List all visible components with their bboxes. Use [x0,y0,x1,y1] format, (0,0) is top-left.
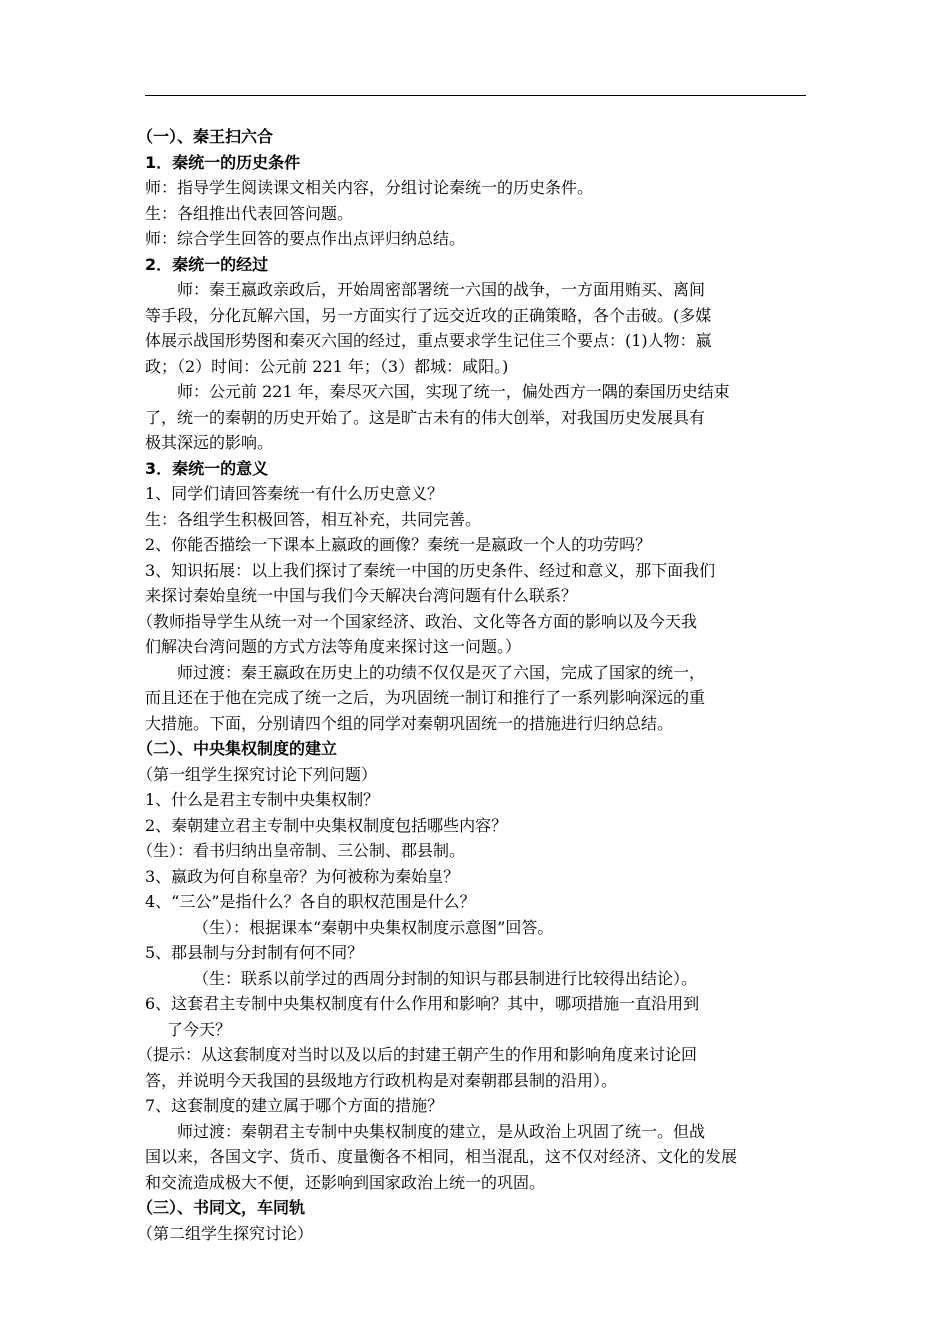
document-body [137,124,806,1246]
text-line: 体展示战国形势图和秦灭六国的经过，重点要求学生记住三个要点：(1)人物：嬴 [145,331,712,350]
text-line: 师：指导学生阅读课文相关内容，分组讨论秦统一的历史条件。 [145,178,594,197]
text-line: 们解决台湾问题的方式方法等角度来探讨这一问题。） [145,637,522,656]
text-line: 和交流造成极大不便，还影响到国家政治上统一的巩固。 [145,1172,546,1192]
text-line: （教师指导学生从统一对一个国家经济、政治、文化等各方面的影响以及今天我 [137,611,698,631]
text-line: 师过渡：秦朝君主专制中央集权制度的建立，是从政治上巩固了统一。但战 [177,1121,706,1141]
text-line: （生：联系以前学过的西周分封制的知识与郡县制进行比较得出结论）。 [193,968,698,988]
text-line: 5、郡县制与分封制有何不同？ [145,943,364,962]
text-line: 了今天？ [167,1019,232,1039]
text-line: 2、秦朝建立君主专制中央集权制度包括哪些内容？ [145,815,508,835]
text-line: 4、“三公”是指什么？各自的职权范围是什么？ [145,892,476,911]
text-line: 大措施。下面，分别请四个组的同学对秦朝巩固统一的措施进行归纳总结。 [145,713,674,733]
text-line: 1、什么是君主专制中央集权制？ [145,790,380,809]
text-line: （生）：根据课本“秦朝中央集权制度示意图”回答。 [193,917,554,937]
text-line: 师：综合学生回答的要点作出点评归纳总结。 [145,229,466,248]
text-line: 师：公元前 221 年，秦尽灭六国，实现了统一，偏处西方一隅的秦国历史结束 [177,382,730,401]
text-line: （提示：从这套制度对当时以及以后的封建王朝产生的作用和影响角度来讨论回 [137,1045,698,1064]
text-line: 而且还在于他在完成了统一之后，为巩固统一制订和推行了一系列影响深远的重 [145,688,706,707]
text-line: 了，统一的秦朝的历史开始了。这是旷古未有的伟大创举，对我国历史发展具有 [145,407,706,427]
text-line: （第二组学生探究讨论） [137,1223,314,1243]
text-line: 政；（2）时间：公元前 221 年；（3）都城：咸阳。) [145,356,509,376]
section-heading: （三）、书同文，车同轨 [137,1198,306,1217]
text-line: 国以来，各国文字、货币、度量衡各不相同，相当混乱，这不仅对经济、文化的发展 [145,1147,738,1166]
section-heading: 2．秦统一的经过 [145,254,269,274]
text-line: 来探讨秦始皇统一中国与我们今天解决台湾问题有什么联系？ [145,586,578,605]
text-line: 极其深远的影响。 [145,433,274,452]
text-line: 师过渡：秦王嬴政在历史上的功绩不仅仅是灭了六国，完成了国家的统一， [177,662,706,682]
text-line: 1、同学们请回答秦统一有什么历史意义？ [145,484,444,503]
text-line: 6、这套君主专制中央集权制度有什么作用和影响？其中，哪项措施一直沿用到 [145,994,700,1013]
text-line: 生：各组推出代表回答问题。 [145,203,354,223]
section-heading: （一）、秦王扫六合 [137,127,274,146]
text-line: 7、这套制度的建立属于哪个方面的措施？ [145,1096,444,1115]
text-line: 3、知识拓展：以上我们探讨了秦统一中国的历史条件、经过和意义，那下面我们 [145,560,716,580]
section-heading: 1．秦统一的历史条件 [145,152,301,172]
text-line: 答，并说明今天我国的县级地方行政机构是对秦朝郡县制的沿用）。 [145,1070,618,1090]
text-line: 等手段，分化瓦解六国，另一方面实行了远交近攻的正确策略，各个击破。(多媒 [145,305,712,325]
section-heading: 3．秦统一的意义 [145,458,269,478]
text-line: 师：秦王嬴政亲政后，开始周密部署统一六国的战争，一方面用贿买、离间 [177,280,706,299]
text-line: 2、你能否描绘一下课本上嬴政的画像？秦统一是嬴政一个人的功劳吗？ [145,535,652,554]
text-line: （第一组学生探究讨论下列问题） [137,764,378,784]
section-heading: （二）、中央集权制度的建立 [137,739,338,758]
text-line: 3、嬴政为何自称皇帝？为何被称为秦始皇？ [145,866,460,886]
header-rule [145,95,806,96]
text-line: 生：各组学生积极回答，相互补充，共同完善。 [145,509,482,529]
text-line: （生）：看书归纳出皇帝制、三公制、郡县制。 [137,841,466,860]
